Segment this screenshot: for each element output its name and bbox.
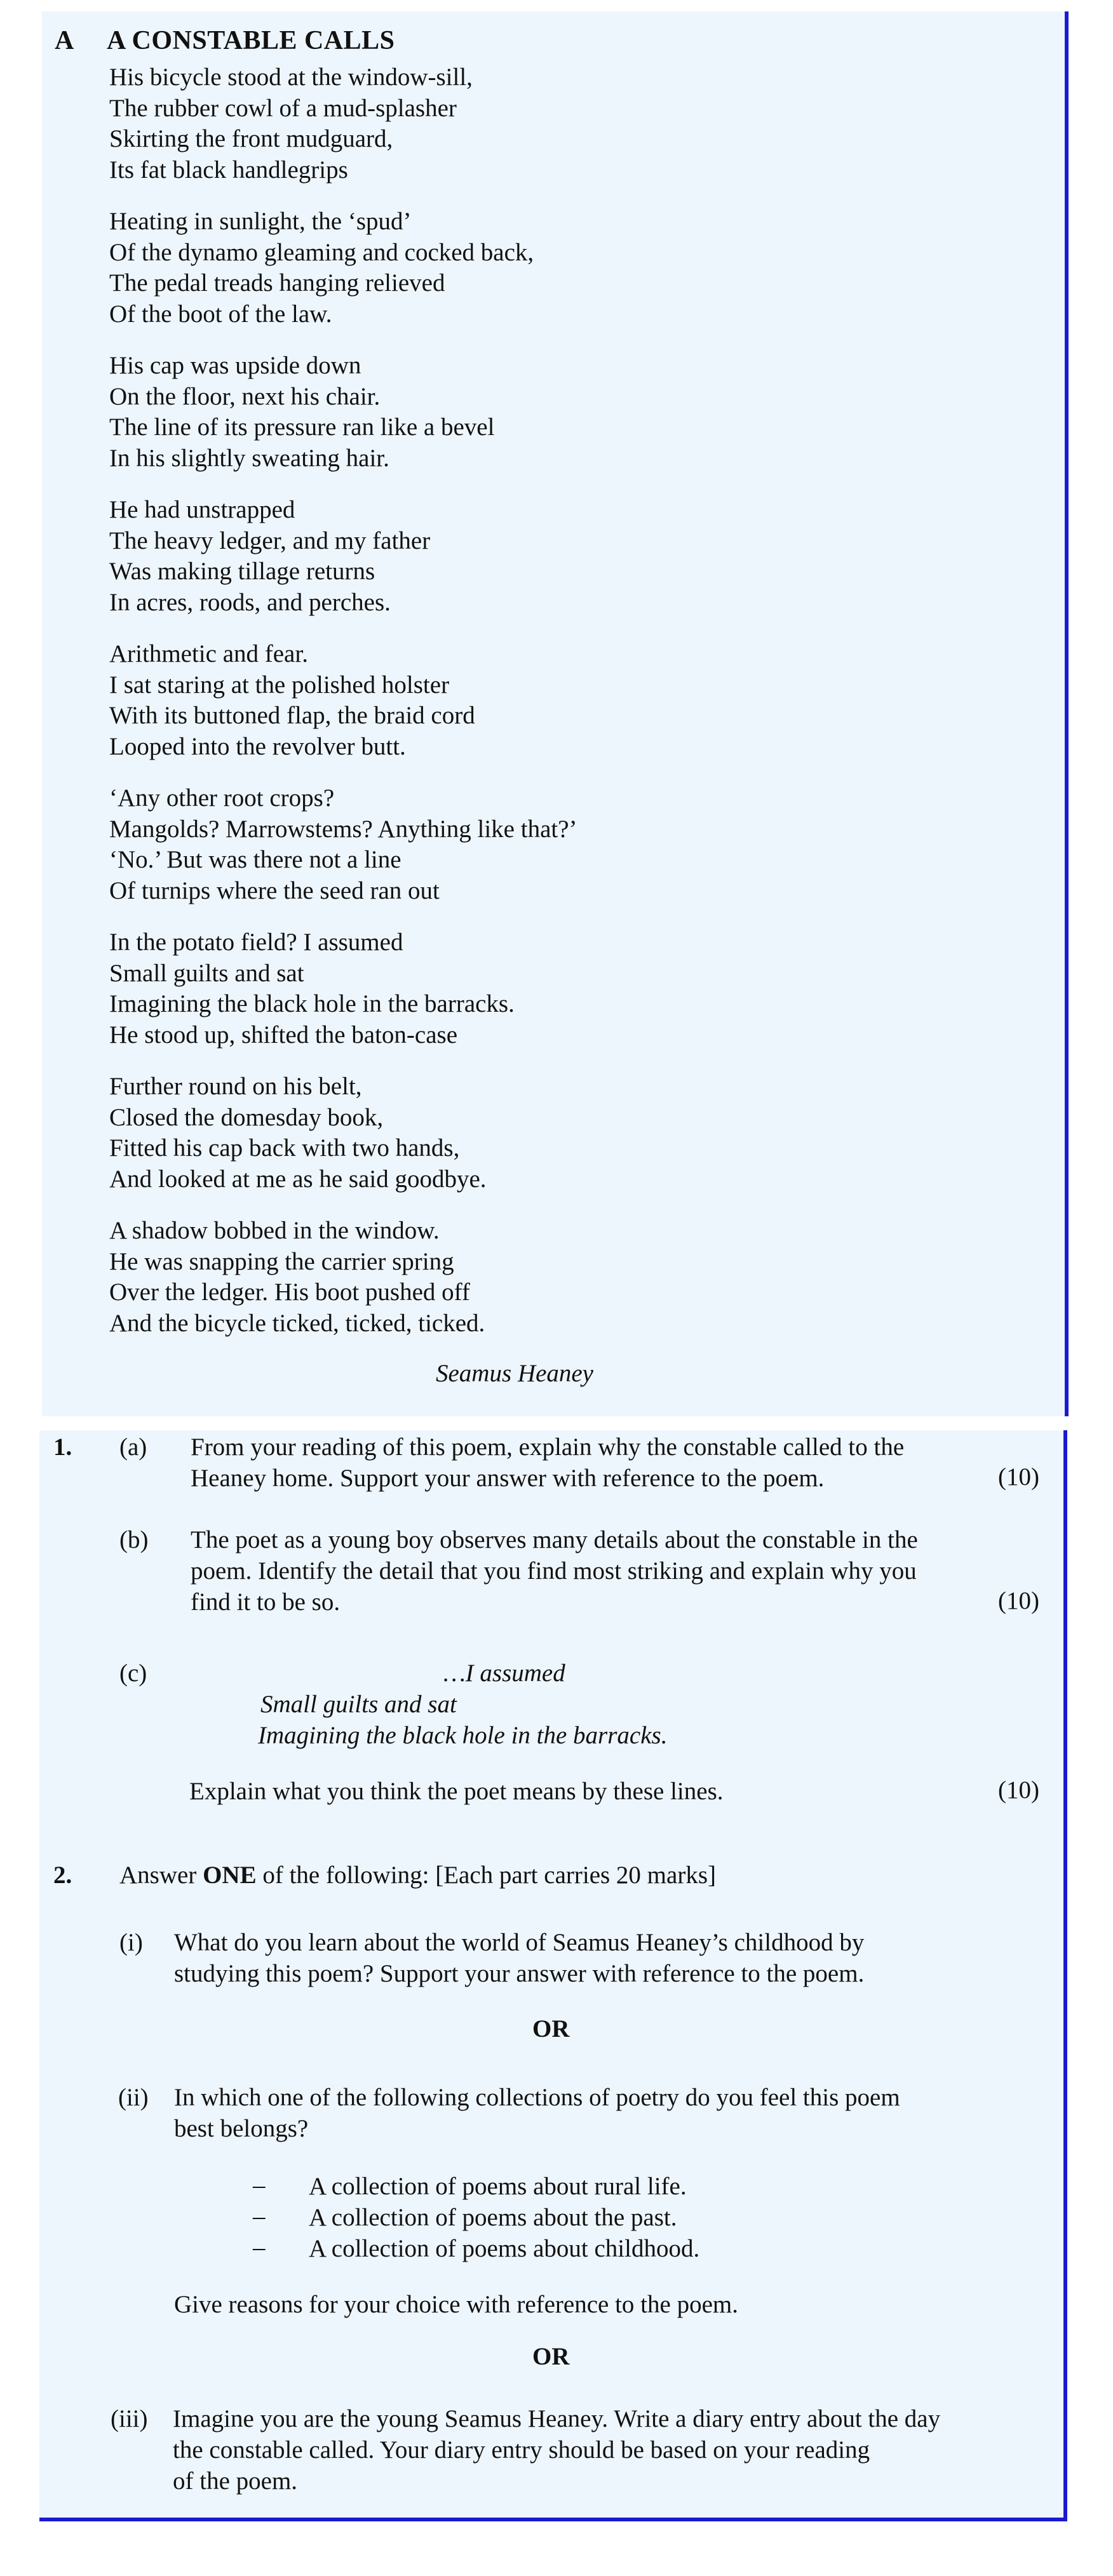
bullet-dash: – (253, 2171, 266, 2199)
collection-option: A collection of poems about childhood. (309, 2235, 700, 2262)
q1a-label: (a) (119, 1433, 147, 1461)
poem-line: In the potato field? I assumed (109, 929, 403, 956)
stanza-5 (109, 639, 577, 762)
poem-line: His cap was upside down (109, 352, 361, 379)
stanza-4 (109, 495, 577, 618)
poem-line: The line of its pressure ran like a bevel (109, 413, 495, 441)
q1b-text (191, 1524, 918, 1618)
poem-line: In acres, roods, and perches. (109, 588, 391, 616)
q1c-label: (c) (119, 1660, 147, 1687)
q2ii-line: best belongs? (174, 2115, 309, 2142)
or-separator: OR (532, 2015, 570, 2043)
poem-line: He was snapping the carrier spring (109, 1247, 454, 1275)
question-1-number: 1. (53, 1433, 72, 1461)
stanza-8 (109, 1071, 577, 1195)
poem-line: ‘Any other root crops? (109, 784, 335, 812)
poem-line: He stood up, shifted the baton-case (109, 1021, 458, 1049)
q2i-label: (i) (119, 1929, 143, 1956)
section-letter: A (55, 26, 74, 55)
q2iii-line: of the poem. (173, 2467, 298, 2495)
q2-intro-pre: Answer (119, 1862, 203, 1889)
q2-intro-post: of the following: [Each part carries 20 marks] (256, 1862, 716, 1889)
poem-line: In his slightly sweating hair. (109, 444, 389, 472)
q1b-label: (b) (119, 1526, 149, 1553)
poem-line: Closed the domesday book, (109, 1103, 384, 1131)
poem-line: Further round on his belt, (109, 1073, 362, 1100)
poem-line: Of turnips where the seed ran out (109, 876, 440, 904)
q2iii-text (173, 2403, 940, 2497)
poem-line: His bicycle stood at the window-sill, (109, 64, 473, 91)
q1c-quote-line: Imagining the black hole in the barracks. (258, 1722, 668, 1749)
q2ii-text (174, 2082, 900, 2144)
poem-line: Imagining the black hole in the barracks. (109, 990, 515, 1017)
poem-line: Its fat black handlegrips (109, 156, 348, 184)
q2i-line: What do you learn about the world of Seamus Heaney’s childhood by (174, 1929, 865, 1956)
q1c-quote-line: …I assumed (443, 1660, 565, 1687)
poem-line: Skirting the front mudguard, (109, 125, 393, 152)
poem-line: Arithmetic and fear. (109, 640, 308, 667)
bullet-dash: – (253, 2234, 266, 2261)
poem-line: Was making tillage returns (109, 558, 375, 585)
q1b-marks: (10) (998, 1587, 1039, 1614)
poem-line: And looked at me as he said goodbye. (109, 1165, 487, 1193)
q2i-line: studying this poem? Support your answer with reference to the poem. (174, 1960, 865, 1987)
poem-line: Mangolds? Marrowstems? Anything like that?’ (109, 815, 577, 843)
poem-panel (42, 11, 1069, 1416)
q1b-line: find it to be so. (191, 1588, 341, 1616)
poem-line: Fitted his cap back with two hands, (109, 1134, 460, 1162)
q2iii-line: the constable called. Your diary entry should be based on your reading (173, 2436, 870, 2464)
poem-line: A shadow bobbed in the window. (109, 1217, 440, 1244)
stanza-7 (109, 927, 577, 1050)
poem-line: ‘No.’ But was there not a line (109, 846, 401, 873)
poem-body (109, 62, 577, 1339)
questions-panel (39, 1430, 1067, 2521)
collection-option: A collection of poems about the past. (309, 2204, 677, 2231)
q1c-prompt: Explain what you think the poet means by these lines. (189, 1778, 724, 1805)
poem-line: Of the dynamo gleaming and cocked back, (109, 238, 534, 266)
poem-title: A CONSTABLE CALLS (107, 26, 395, 55)
q1c-quote-line: Small guilts and sat (260, 1691, 457, 1718)
q1c-marks: (10) (998, 1776, 1039, 1804)
poem-line: The heavy ledger, and my father (109, 527, 431, 554)
bullet-dash: – (253, 2203, 266, 2230)
poem-line: Of the boot of the law. (109, 300, 332, 328)
collection-option: A collection of poems about rural life. (309, 2173, 687, 2200)
poem-line: With its buttoned flap, the braid cord (109, 702, 475, 729)
poem-line: On the floor, next his chair. (109, 382, 381, 410)
poem-line: The rubber cowl of a mud-splasher (109, 94, 457, 122)
poem-author: Seamus Heaney (436, 1360, 593, 1387)
stanza-9 (109, 1216, 577, 1339)
poem-line: Looped into the revolver butt. (109, 732, 406, 760)
q2-intro-bold: ONE (203, 1862, 257, 1889)
q2ii-line: In which one of the following collections of poetry do you feel this poem (174, 2084, 900, 2111)
q2iii-label: (iii) (111, 2405, 148, 2432)
q1b-line: The poet as a young boy observes many details about the constable in the (191, 1526, 918, 1553)
q2ii-reasons: Give reasons for your choice with reference to the poem. (174, 2291, 738, 2318)
q1a-marks: (10) (998, 1463, 1039, 1491)
poem-line: Over the ledger. His boot pushed off (109, 1278, 470, 1306)
stanza-1 (109, 62, 577, 185)
q1a-text (191, 1432, 904, 1494)
poem-line: The pedal treads hanging relieved (109, 269, 445, 297)
poem-line: Small guilts and sat (109, 959, 304, 987)
q1a-line: Heaney home. Support your answer with reference to the poem. (191, 1465, 825, 1492)
or-separator: OR (532, 2343, 570, 2370)
q1b-line: poem. Identify the detail that you find most striking and explain why you (191, 1557, 917, 1585)
stanza-2 (109, 206, 577, 330)
poem-line: And the bicycle ticked, ticked, ticked. (109, 1309, 485, 1337)
q1a-line: From your reading of this poem, explain why the constable called to the (191, 1433, 905, 1461)
stanza-6 (109, 783, 577, 906)
poem-line: Heating in sunlight, the ‘spud’ (109, 208, 412, 235)
stanza-3 (109, 351, 577, 474)
q2iii-line: Imagine you are the young Seamus Heaney. Write a diary entry about the day (173, 2405, 941, 2432)
q2-intro (119, 1860, 716, 1891)
poem-line: He had unstrapped (109, 496, 295, 523)
q2ii-label: (ii) (118, 2084, 149, 2111)
question-2-number: 2. (53, 1862, 72, 1889)
q2i-text (174, 1927, 864, 1989)
poem-line: I sat staring at the polished holster (109, 671, 450, 699)
